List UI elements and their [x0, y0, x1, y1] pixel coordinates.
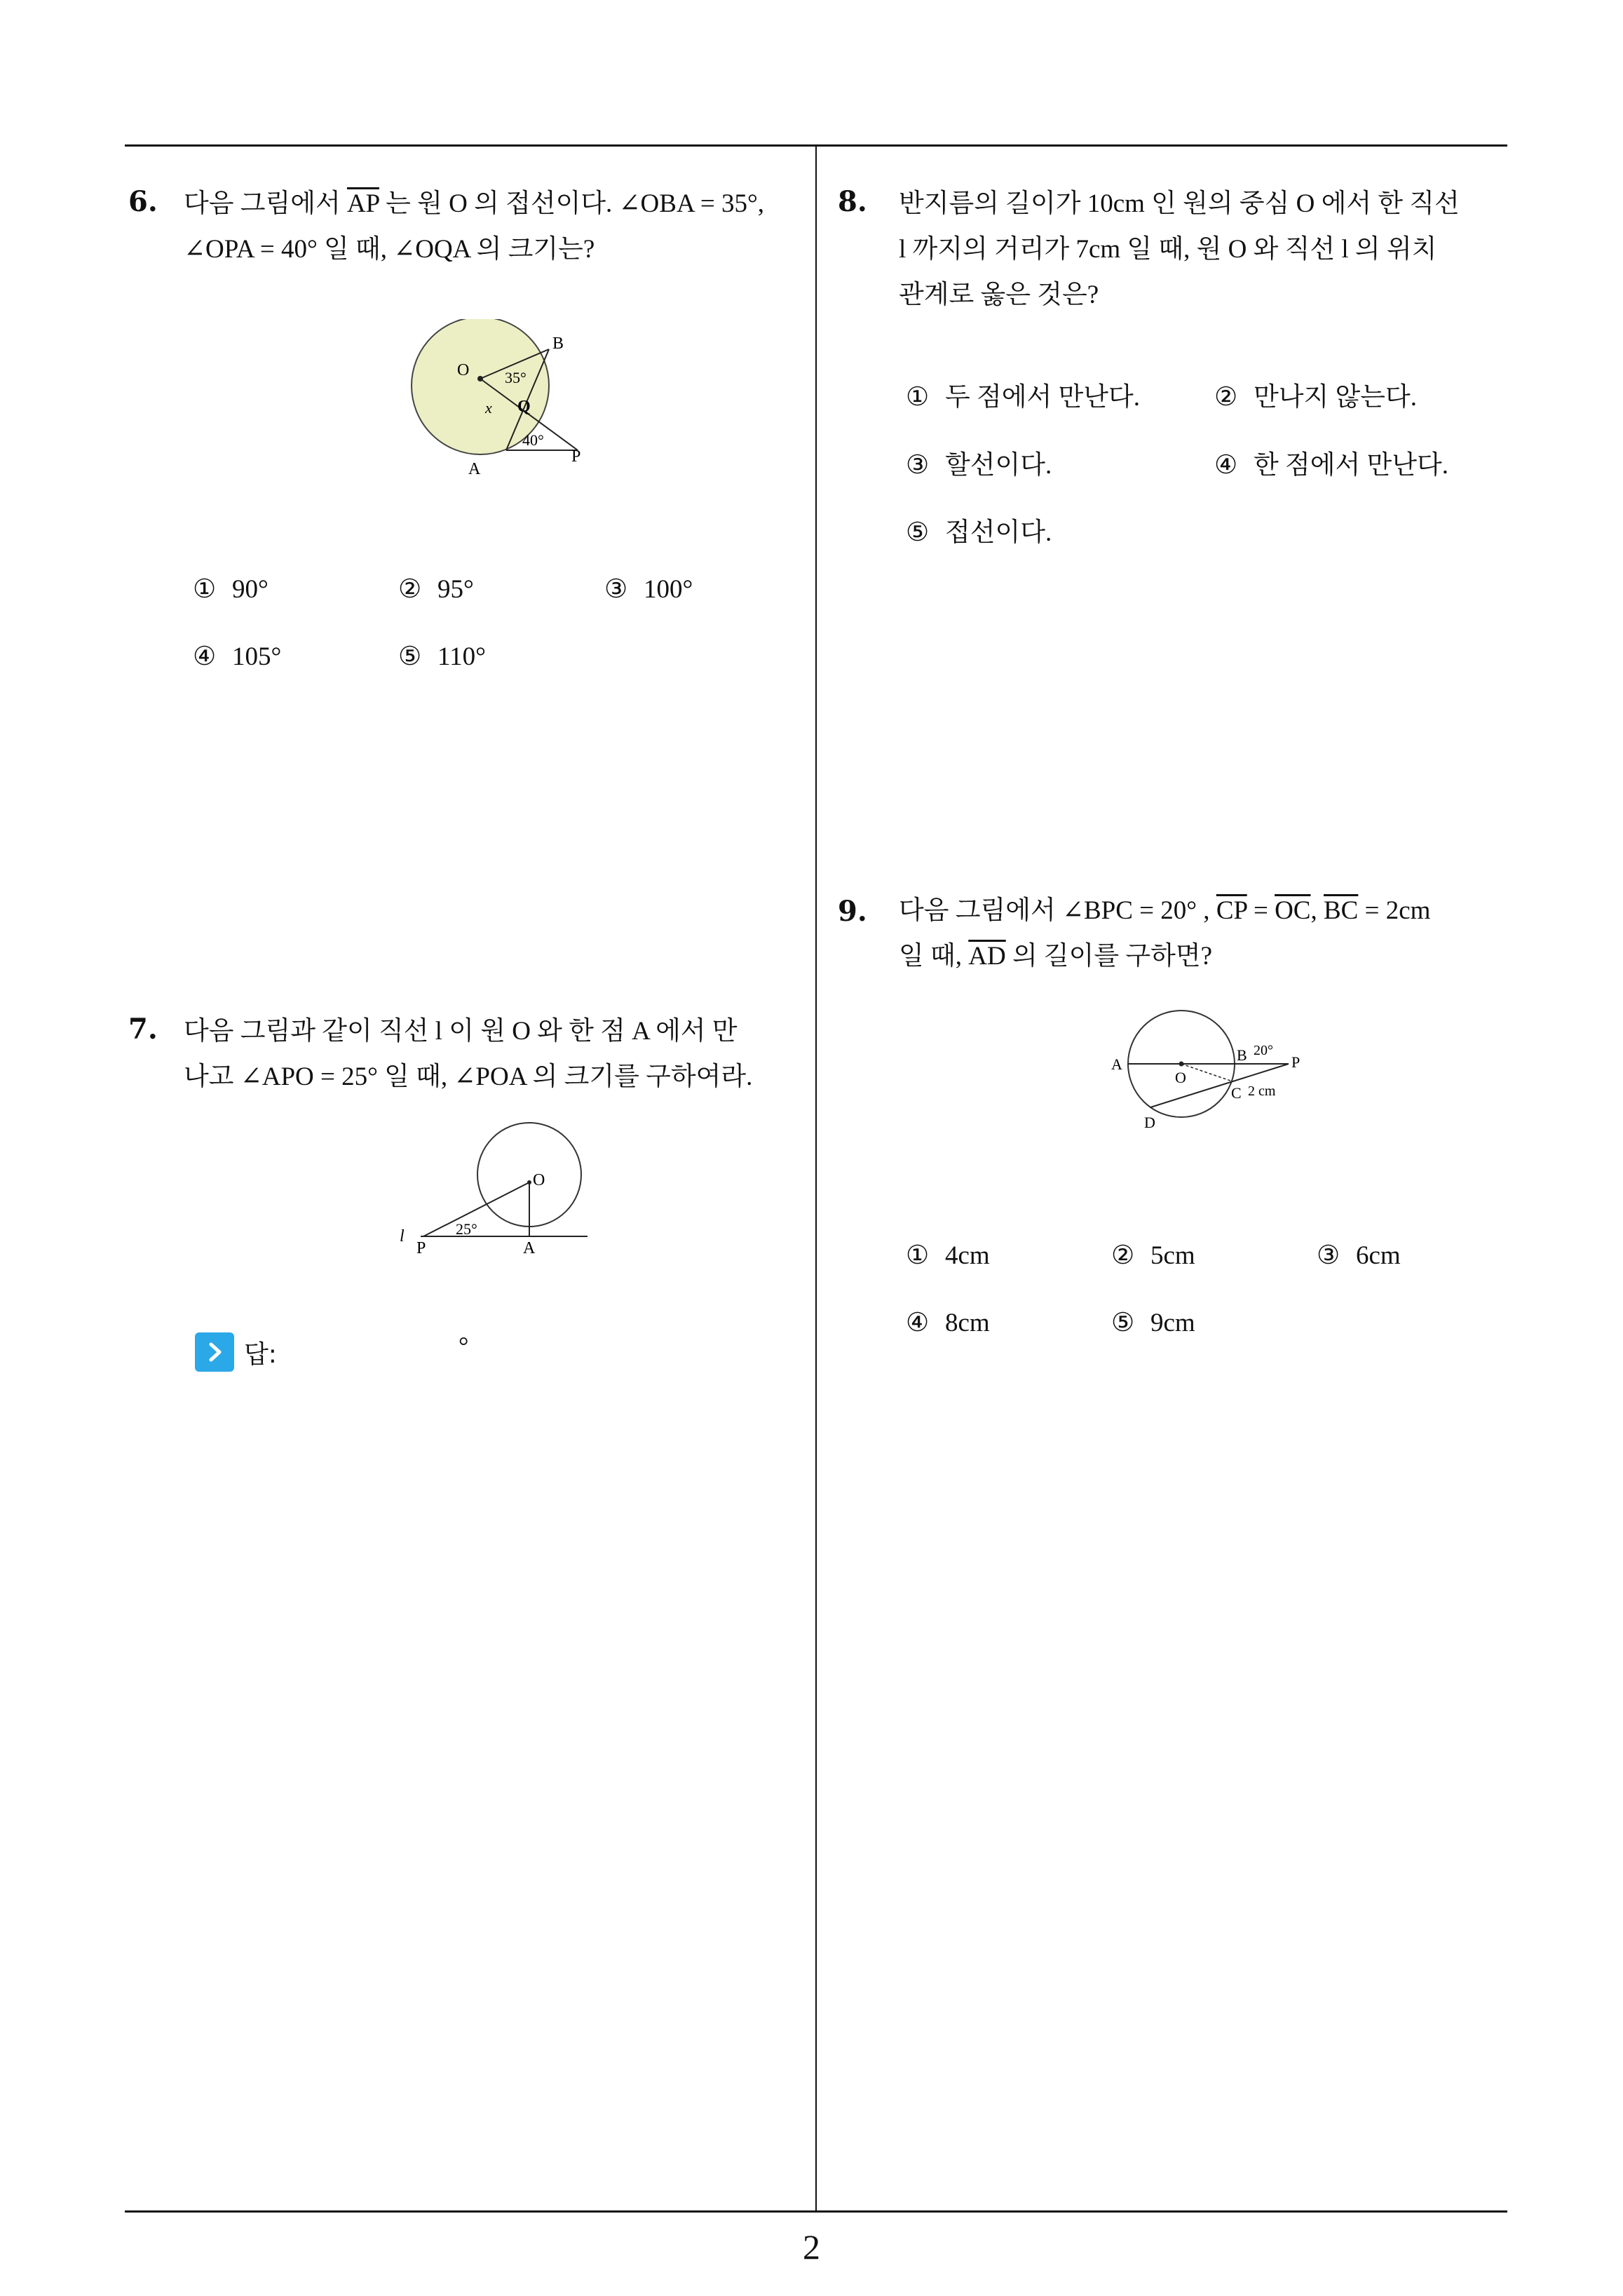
label-d: D — [1144, 1114, 1155, 1131]
question-9-choice-2[interactable]: ② 5cm — [1111, 1241, 1195, 1270]
label-b: B — [552, 335, 564, 353]
question-9-choice-3[interactable]: ③ 6cm — [1317, 1241, 1401, 1270]
label-o: O — [457, 361, 470, 379]
question-7-answer[interactable] — [195, 1332, 277, 1372]
label-x: x — [485, 399, 492, 417]
page-number: 2 — [803, 2227, 820, 2267]
question-9-figure — [1108, 1004, 1311, 1137]
segment-oc — [1181, 1064, 1232, 1081]
question-9-choice-1[interactable]: ① 4cm — [906, 1241, 990, 1270]
question-8-choice-4[interactable]: ④ 한 점에서 만난다. — [1214, 451, 1448, 480]
label-angle-40: 40° — [522, 431, 544, 449]
question-8-number: 8. — [838, 185, 867, 218]
question-7-line-2: 나고 ∠APO = 25° 일 때, ∠POA 의 크기를 구하여라. — [184, 1062, 753, 1091]
segment-ap: $\overline{AP}$ — [346, 189, 379, 218]
question-8-line-2: l 까지의 거리가 7cm 일 때, 원 O 와 직선 l 의 위치 — [899, 235, 1437, 264]
point-o — [527, 1180, 531, 1184]
question-6-choice-1[interactable]: ① 90° — [193, 575, 269, 604]
question-6-text — [184, 181, 764, 272]
answer-unit: ° — [459, 1332, 469, 1360]
question-9-line-1: 다음 그림에서 ∠BPC = 20° , $\overline{CP} = \overline{OC}$, $\overline{BC} = 2cm$ — [899, 896, 1431, 925]
label-o: O — [1175, 1069, 1186, 1086]
label-p: P — [1291, 1053, 1301, 1071]
question-7-figure — [393, 1122, 603, 1262]
column-divider — [815, 144, 817, 2212]
question-8-choice-2[interactable]: ② 만나지 않는다. — [1214, 383, 1417, 412]
question-6-figure — [393, 319, 603, 484]
label-length-2cm: 2 cm — [1248, 1083, 1276, 1099]
label-l: l — [400, 1227, 405, 1245]
question-9-number: 9. — [838, 895, 867, 928]
question-6-number: 6. — [128, 185, 158, 218]
label-angle-35: 35° — [505, 369, 527, 386]
question-7-line-1: 다음 그림과 같이 직선 l 이 원 O 와 한 점 A 에서 만 — [184, 1017, 738, 1046]
label-b: B — [1237, 1046, 1247, 1064]
question-8-choice-3[interactable]: ③ 할선이다. — [906, 451, 1052, 480]
arc-bc: $\overline{BC}$ — [1323, 896, 1359, 925]
point-o — [477, 376, 483, 381]
question-6-choice-2[interactable]: ② 95° — [398, 575, 474, 604]
question-8-choice-5[interactable]: ⑤ 접선이다. — [906, 518, 1052, 547]
point-o — [1179, 1062, 1184, 1067]
question-8-choice-1[interactable]: ① 두 점에서 만난다. — [906, 383, 1140, 412]
question-9-text — [899, 888, 1430, 979]
label-o: O — [533, 1171, 545, 1189]
question-6-choice-4[interactable]: ④ 105° — [193, 642, 282, 671]
segment-cp: $\overline{CP}$ — [1216, 896, 1247, 925]
chevron-right-icon — [195, 1332, 234, 1372]
label-angle-25: 25° — [456, 1220, 477, 1238]
label-a: A — [523, 1239, 536, 1257]
question-9-choice-5[interactable]: ⑤ 9cm — [1111, 1309, 1195, 1337]
answer-label: 답: — [244, 1339, 277, 1369]
label-a: A — [468, 460, 481, 478]
label-p: P — [416, 1239, 426, 1257]
question-9-choice-4[interactable]: ④ 8cm — [906, 1309, 990, 1337]
question-6-choice-5[interactable]: ⑤ 110° — [398, 642, 486, 671]
label-c: C — [1231, 1084, 1242, 1102]
label-p: P — [571, 447, 581, 466]
question-6-line-1: 다음 그림에서 $\overline{AP}$ 는 원 O 의 접선이다. ∠OBA = 35°, — [184, 189, 765, 218]
label-a: A — [1111, 1055, 1122, 1073]
question-6-choice-3[interactable]: ③ 100° — [604, 575, 693, 604]
label-q: Q — [517, 398, 531, 416]
label-angle-20: 20° — [1254, 1043, 1273, 1058]
question-9-line-2: 일 때, $\overline{AD}$ 의 길이를 구하면? — [899, 942, 1213, 971]
arc-ad: $\overline{AD}$ — [968, 942, 1006, 971]
question-8-line-1: 반지름의 길이가 10cm 인 원의 중심 O 에서 한 직선 — [899, 189, 1460, 218]
segment-oc: $\overline{OC}$ — [1275, 896, 1311, 925]
question-6-line-2: ∠OPA = 40° 일 때, ∠OQA 의 크기는? — [184, 235, 595, 264]
question-7-text — [184, 1008, 752, 1100]
question-8-text — [899, 181, 1460, 318]
question-8-line-3: 관계로 옳은 것은? — [899, 281, 1099, 309]
question-7-number: 7. — [128, 1013, 158, 1046]
